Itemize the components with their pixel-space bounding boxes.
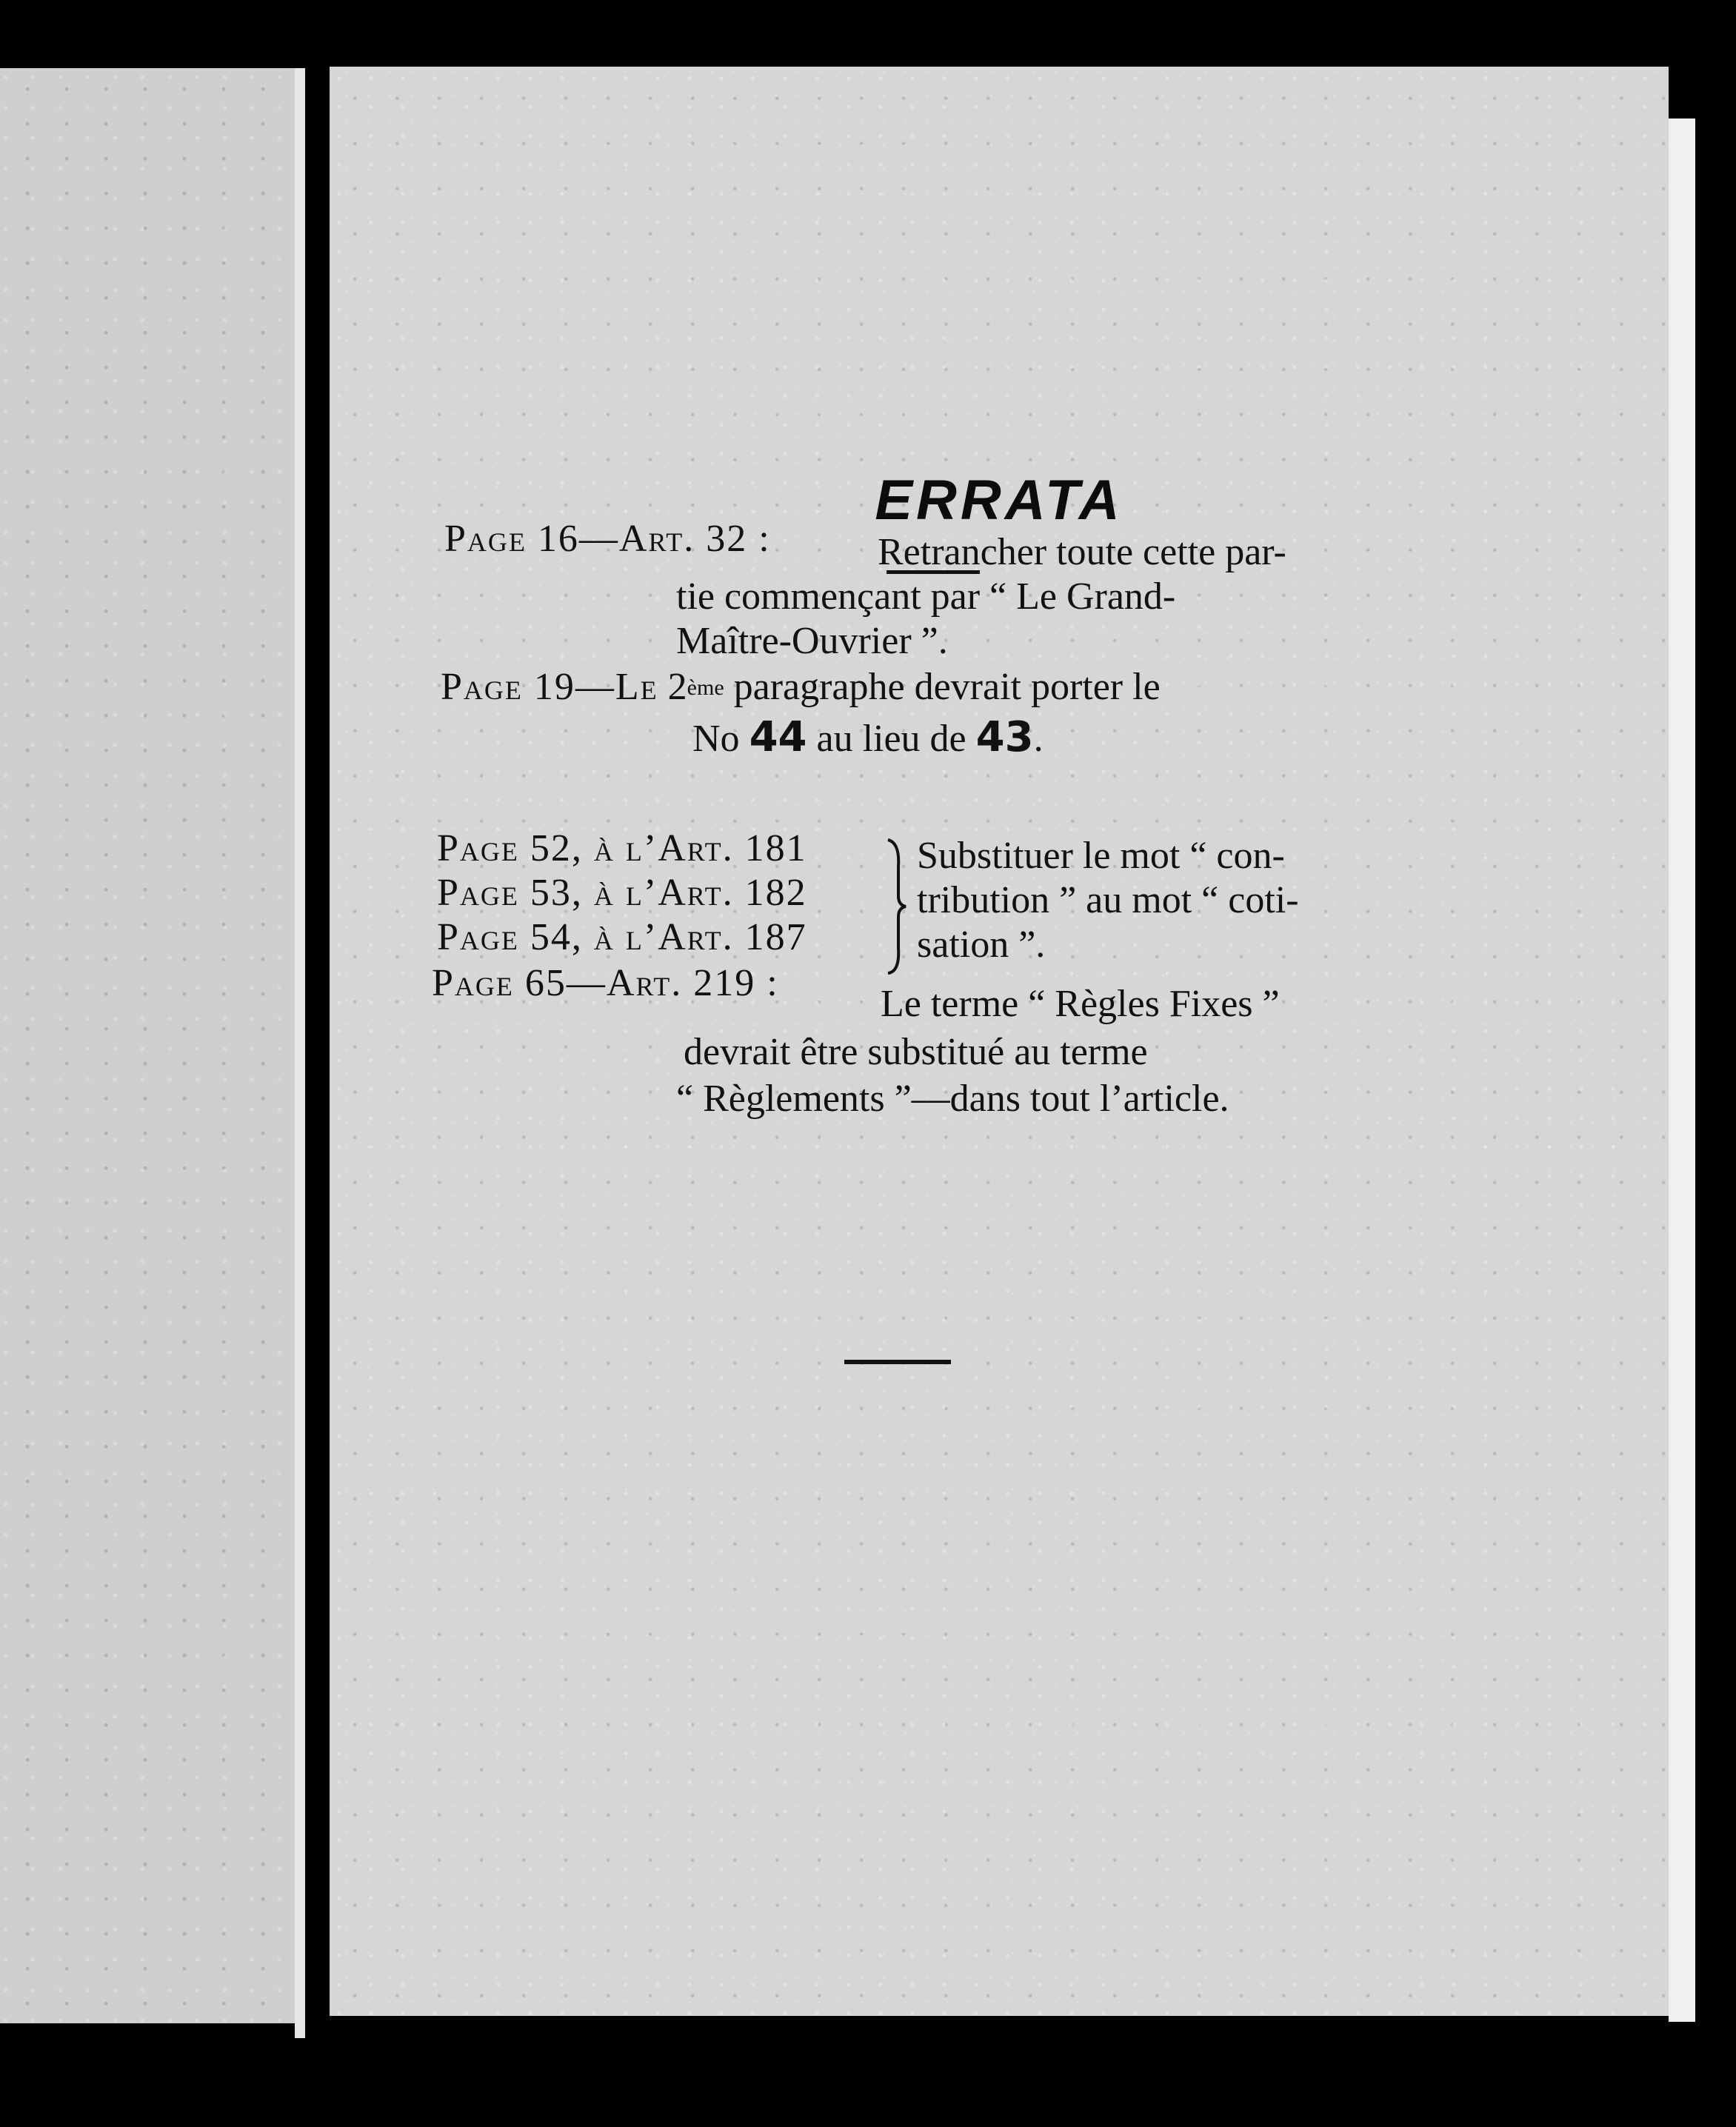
errata-text: Le terme “ Règles Fixes ” bbox=[881, 983, 1280, 1025]
errata-text: paragraphe devrait porter le bbox=[733, 666, 1161, 708]
errata-text: No bbox=[692, 718, 740, 760]
errata-ref: Page 52, à l’Art. 181 bbox=[437, 827, 807, 869]
page-title: ERRATA bbox=[875, 469, 1124, 532]
errata-ref: Page 16—Art. 32 : bbox=[444, 518, 771, 560]
errata-text: au lieu de bbox=[816, 718, 967, 760]
facing-page bbox=[0, 68, 295, 2023]
errata-text: Retrancher toute cette par- bbox=[878, 531, 1286, 573]
errata-list bbox=[330, 67, 1669, 1252]
group-brace bbox=[884, 837, 909, 976]
paragraph-number-new: 44 bbox=[749, 713, 807, 761]
errata-text: tie commençant par “ Le Grand- bbox=[676, 575, 1176, 618]
errata-page bbox=[330, 67, 1669, 2016]
errata-ref: Page 54, à l’Art. 187 bbox=[437, 916, 807, 958]
errata-text: . bbox=[1033, 718, 1044, 760]
errata-entry-2-line bbox=[692, 713, 1044, 761]
ordinal-number: 2 bbox=[667, 666, 687, 708]
errata-text: Maître-Ouvrier ”. bbox=[676, 620, 948, 662]
errata-entry-2-head bbox=[441, 668, 1161, 707]
errata-text: devrait être substitué au terme bbox=[684, 1031, 1148, 1073]
page-edge bbox=[1669, 118, 1695, 2022]
errata-ref: Page 53, à l’Art. 182 bbox=[437, 872, 807, 914]
errata-text: tribution ” au mot “ coti- bbox=[917, 879, 1299, 921]
errata-text: sation ”. bbox=[917, 924, 1046, 966]
errata-ref: Page 65—Art. 219 : bbox=[432, 962, 779, 1004]
errata-text: Substituer le mot “ con- bbox=[917, 835, 1285, 877]
errata-ref: Page 19—Le bbox=[441, 666, 658, 708]
book-gutter bbox=[295, 68, 305, 2038]
end-rule bbox=[844, 1360, 951, 1364]
paragraph-number-old: 43 bbox=[975, 713, 1034, 761]
errata-text: “ Règlements ”—dans tout l’article. bbox=[676, 1078, 1229, 1120]
ordinal-suffix: ème bbox=[687, 675, 724, 700]
